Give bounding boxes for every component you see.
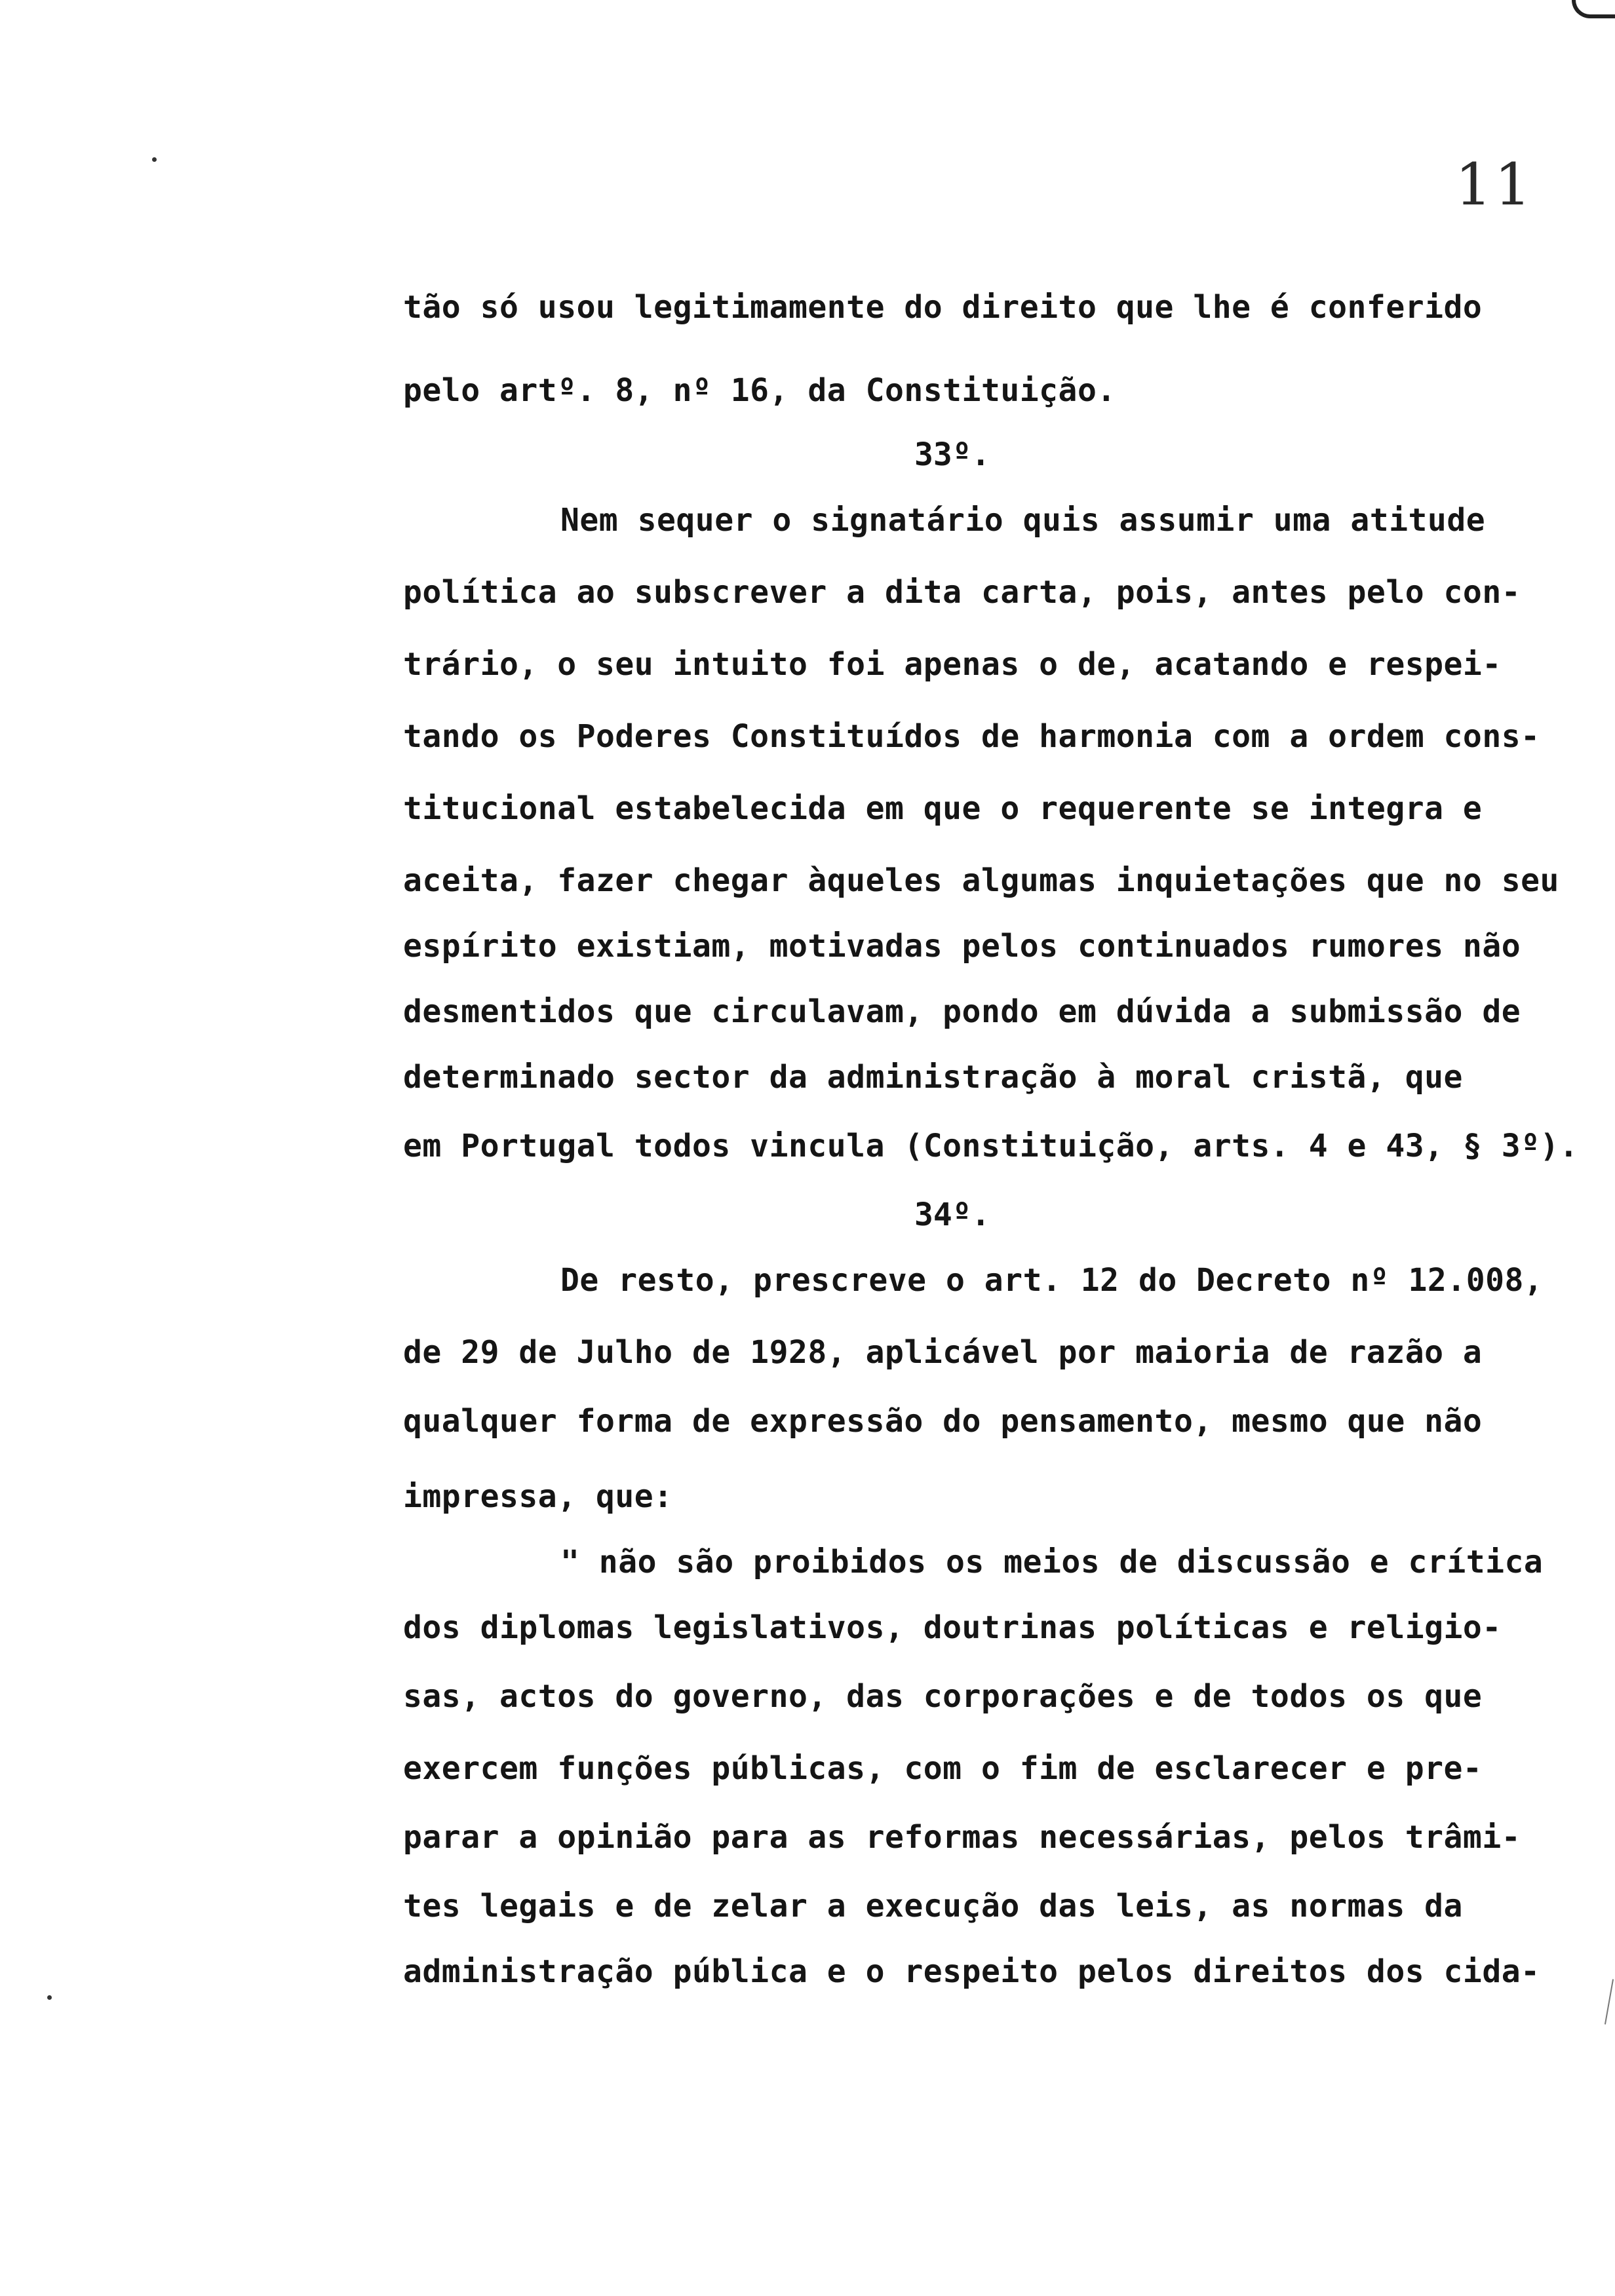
text-line: determinado sector da administração à moral cristã, que: [403, 1059, 1463, 1096]
text-line: política ao subscrever a dita carta, pois, antes pelo con-: [403, 574, 1521, 611]
paragraph-number: 33º.: [914, 436, 990, 473]
text-line: de 29 de Julho de 1928, aplicável por maioria de razão a: [403, 1334, 1483, 1371]
quote-line: dos diplomas legislativos, doutrinas políticas e religio-: [403, 1609, 1502, 1646]
text-line: aceita, fazer chegar àqueles algumas inquietações que no seu: [403, 862, 1559, 899]
text-line: titucional estabelecida em que o requerente se integra e: [403, 790, 1483, 827]
quote-line: parar a opinião para as reformas necessárias, pelos trâmi-: [403, 1819, 1521, 1856]
text-line: tando os Poderes Constituídos de harmonia com a ordem cons-: [403, 718, 1540, 755]
edge-mark: [1605, 1979, 1614, 2024]
text-line: pelo artº. 8, nº 16, da Constituição.: [403, 372, 1116, 409]
text-line: qualquer forma de expressão do pensamento, mesmo que não: [403, 1403, 1483, 1440]
text-line: Nem sequer o signatário quis assumir uma atitude: [560, 502, 1486, 539]
text-line: tão só usou legitimamente do direito que lhe é conferido: [403, 289, 1483, 326]
speck-mark: [47, 1995, 52, 2000]
quote-line: administração pública e o respeito pelos direitos dos cida-: [403, 1953, 1540, 1990]
quote-line: " não são proibidos os meios de discussão e crítica: [560, 1544, 1544, 1580]
corner-ink-mark: [1572, 0, 1615, 18]
page-number: 11: [1455, 151, 1534, 218]
quote-line: exercem funções públicas, com o fim de esclarecer e pre-: [403, 1750, 1483, 1787]
text-line: De resto, prescreve o art. 12 do Decreto nº 12.008,: [560, 1262, 1544, 1299]
paragraph-number: 34º.: [914, 1196, 990, 1233]
text-line: em Portugal todos vincula (Constituição, arts. 4 e 43, § 3º).: [403, 1128, 1579, 1164]
text-line: desmentidos que circulavam, pondo em dúvida a submissão de: [403, 993, 1521, 1030]
text-line: espírito existiam, motivadas pelos continuados rumores não: [403, 928, 1521, 965]
speck-mark: [152, 157, 157, 162]
text-line: impressa, que:: [403, 1478, 673, 1515]
quote-line: tes legais e de zelar a execução das leis, as normas da: [403, 1888, 1463, 1924]
quote-line: sas, actos do governo, das corporações e de todos os que: [403, 1678, 1483, 1715]
text-line: trário, o seu intuito foi apenas o de, acatando e respei-: [403, 646, 1502, 683]
